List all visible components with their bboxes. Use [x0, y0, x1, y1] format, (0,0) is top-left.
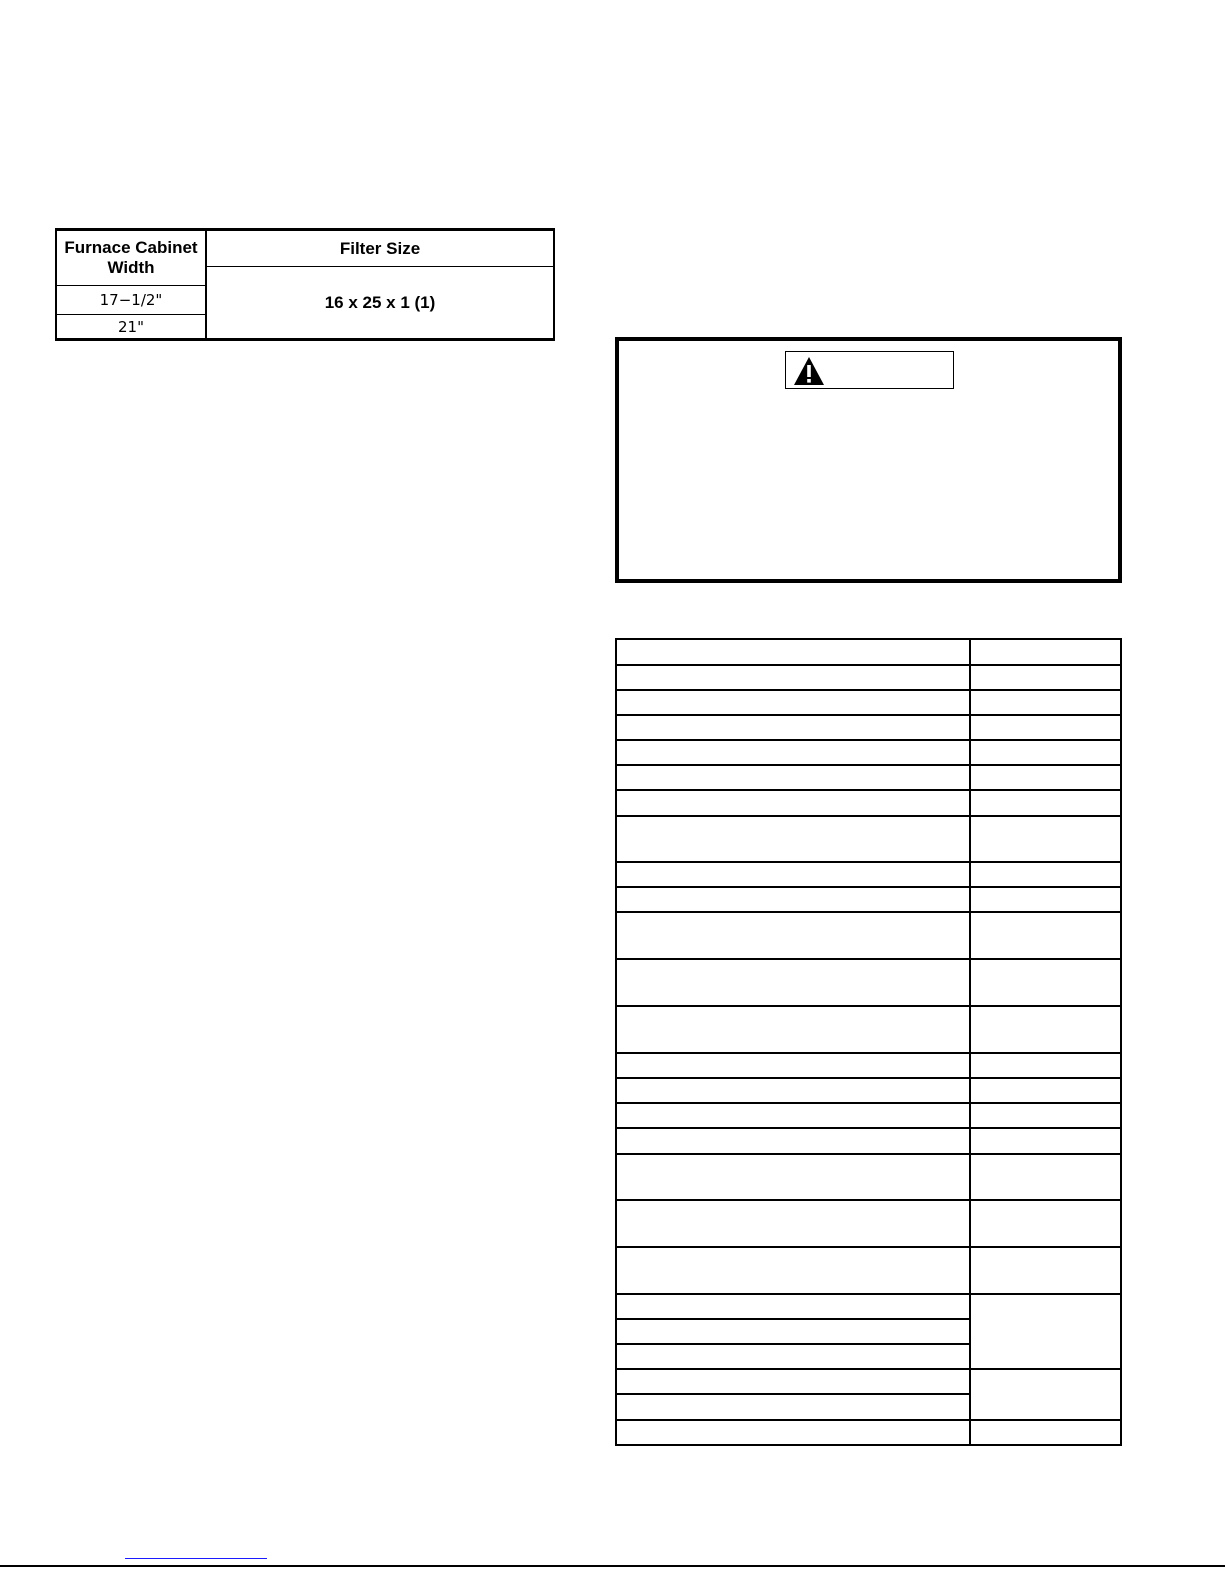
table-row-line — [617, 958, 1120, 960]
table-row-line — [617, 1293, 1120, 1295]
warning-box — [615, 337, 1122, 583]
filter-size-header: Filter Size — [207, 231, 553, 267]
table-row-line — [617, 1419, 1120, 1421]
column-divider — [969, 640, 971, 1444]
warning-triangle-icon — [793, 356, 825, 386]
table-row-line — [617, 789, 1120, 791]
table-row-line-partial — [617, 1343, 969, 1345]
cabinet-width-header: Furnace Cabinet Width — [57, 231, 205, 286]
footer-rule — [0, 1565, 1225, 1567]
table-row-line — [617, 861, 1120, 863]
table-row-line — [617, 1199, 1120, 1201]
table-row-line — [617, 1153, 1120, 1155]
table-row-line — [617, 1102, 1120, 1104]
table-row-line — [617, 886, 1120, 888]
cabinet-width-row-2: 21" — [118, 318, 144, 336]
cabinet-width-column — [57, 231, 207, 338]
table-row-line — [617, 739, 1120, 741]
table-row-line — [617, 764, 1120, 766]
table-row-line — [617, 1052, 1120, 1054]
table-row-line-partial — [617, 1318, 969, 1320]
filter-size-value: 16 x 25 x 1 (1) — [324, 292, 436, 312]
table-row-line — [617, 1246, 1120, 1248]
table-row-line — [617, 815, 1120, 817]
specifications-table — [615, 638, 1122, 1446]
table-row-line — [617, 1368, 1120, 1370]
table-row-line — [617, 689, 1120, 691]
table-row-line — [617, 1005, 1120, 1007]
table-row-line — [617, 911, 1120, 913]
cabinet-width-row-1: 17−1/2" — [57, 286, 205, 315]
table-row-line-partial — [617, 1393, 969, 1395]
warning-label — [785, 351, 954, 389]
table-row-line — [617, 714, 1120, 716]
table-row-line — [617, 664, 1120, 666]
filter-size-table — [55, 228, 555, 341]
footer-link-underline[interactable] — [125, 1558, 267, 1559]
table-row-line — [617, 1077, 1120, 1079]
table-row-line — [617, 1127, 1120, 1129]
